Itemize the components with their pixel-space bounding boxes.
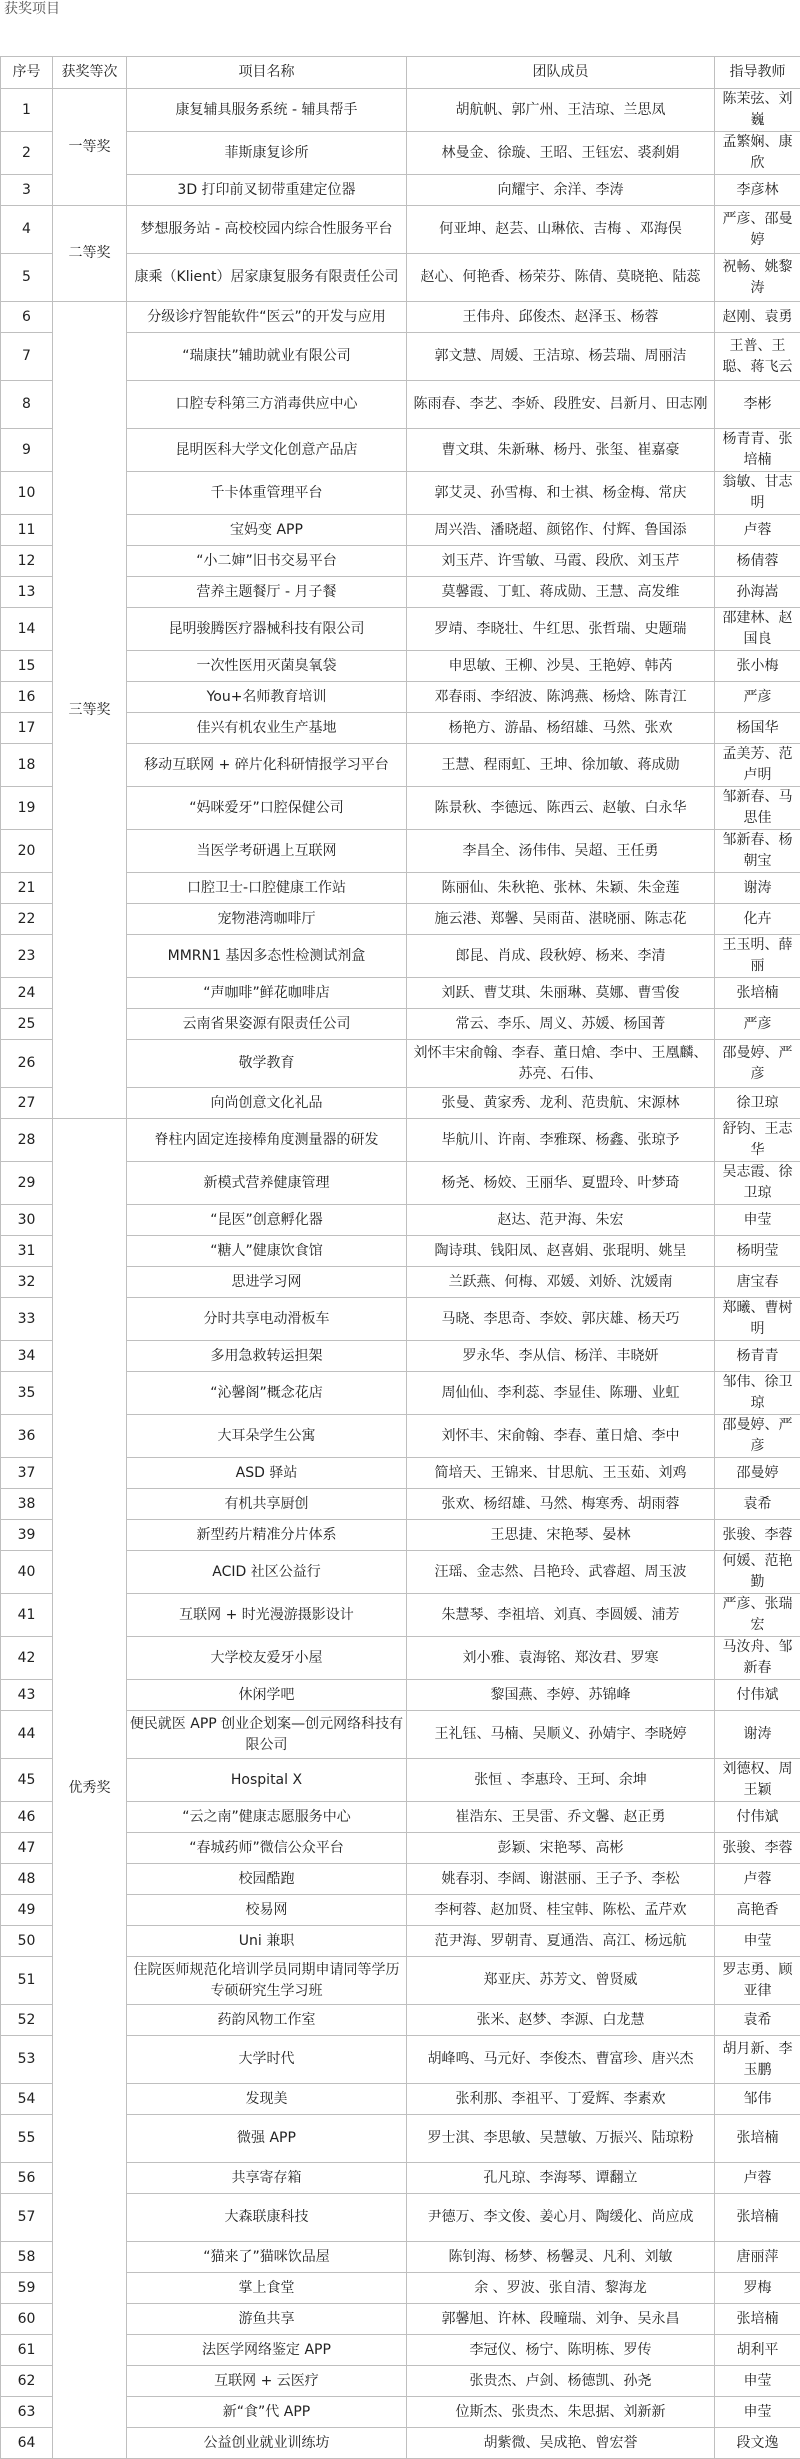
cell-team-members: 罗永华、李从信、杨洋、丰晓妍 <box>407 1341 715 1372</box>
cell-advisor: 严彦 <box>715 1009 800 1040</box>
cell-advisor: 赵刚、袁勇 <box>715 302 800 333</box>
cell-advisor: 张培楠 <box>715 2304 800 2335</box>
cell-project-name: You+名师教育培训 <box>127 682 407 713</box>
cell-number: 32 <box>1 1267 53 1298</box>
cell-team-members: 曹文琪、朱新琳、杨丹、张玺、崔嘉豪 <box>407 429 715 472</box>
cell-project-name: 宠物港湾咖啡厅 <box>127 904 407 935</box>
cell-project-name: 公益创业就业训练坊 <box>127 2428 407 2459</box>
cell-number: 31 <box>1 1236 53 1267</box>
cell-team-members: 刘小雅、袁海铭、郑汝君、罗寒 <box>407 1637 715 1680</box>
cell-number: 40 <box>1 1551 53 1594</box>
cell-advisor: 申莹 <box>715 1205 800 1236</box>
cell-team-members: 莫馨霞、丁虹、蒋成勋、王慧、高发维 <box>407 577 715 608</box>
cell-team-members: 张利那、李祖平、丁爱辉、李素欢 <box>407 2084 715 2115</box>
cell-team-members: 彭颖、宋艳琴、高彬 <box>407 1833 715 1864</box>
cell-advisor: 张培楠 <box>715 978 800 1009</box>
cell-team-members: 张恒 、李惠玲、王珂、余坤 <box>407 1759 715 1802</box>
cell-team-members: 周兴浩、潘晓超、颜铭作、付辉、鲁国添 <box>407 515 715 546</box>
cell-team-members: 杨尧、杨姣、王丽华、夏盟玲、叶梦琦 <box>407 1162 715 1205</box>
cell-team-members: 郑亚庆、苏芳文、曾贤威 <box>407 1957 715 2005</box>
cell-team-members: 陈雨春、李艺、李娇、段胜安、吕新月、田志刚 <box>407 381 715 429</box>
cell-project-name: 脊柱内固定连接棒角度测量器的研发 <box>127 1119 407 1162</box>
cell-team-members: 毕航川、许南、李雅琛、杨鑫、张琼予 <box>407 1119 715 1162</box>
cell-number: 47 <box>1 1833 53 1864</box>
cell-advisor: 邵曼婷 <box>715 1458 800 1489</box>
cell-number: 41 <box>1 1594 53 1637</box>
cell-project-name: 微强 APP <box>127 2115 407 2163</box>
cell-number: 46 <box>1 1802 53 1833</box>
cell-team-members: 陈景秋、李德远、陈西云、赵敏、白永华 <box>407 787 715 830</box>
cell-project-name: 口腔专科第三方消毒供应中心 <box>127 381 407 429</box>
cell-advisor: 李彬 <box>715 381 800 429</box>
cell-number: 64 <box>1 2428 53 2459</box>
cell-advisor: 马汝舟、邹新春 <box>715 1637 800 1680</box>
cell-team-members: 向耀宇、余洋、李涛 <box>407 175 715 206</box>
cell-number: 26 <box>1 1040 53 1088</box>
cell-team-members: 胡峰鸣、马元好、李俊杰、曹富珍、唐兴杰 <box>407 2036 715 2084</box>
cell-advisor: 袁希 <box>715 2005 800 2036</box>
cell-project-name: Uni 兼职 <box>127 1926 407 1957</box>
cell-number: 9 <box>1 429 53 472</box>
cell-number: 61 <box>1 2335 53 2366</box>
cell-advisor: 化卉 <box>715 904 800 935</box>
section-caption: 获奖项目 <box>4 0 60 22</box>
awards-table <box>0 56 800 2459</box>
cell-project-name: 大森联康科技 <box>127 2194 407 2242</box>
cell-advisor: 杨国华 <box>715 713 800 744</box>
cell-team-members: 刘怀丰宋俞翰、李春、董日熗、李中、王凰麟、苏亮、石伟、 <box>407 1040 715 1088</box>
cell-project-name: 佳兴有机农业生产基地 <box>127 713 407 744</box>
cell-advisor: 陈茉弦、刘巍 <box>715 89 800 132</box>
cell-project-name: 发现美 <box>127 2084 407 2115</box>
table-row <box>1 302 800 333</box>
cell-project-name: 口腔卫士-口腔健康工作站 <box>127 873 407 904</box>
cell-project-name: “云之南”健康志愿服务中心 <box>127 1802 407 1833</box>
cell-project-name: 云南省果姿源有限责任公司 <box>127 1009 407 1040</box>
cell-team-members: 张贵杰、卢剑、杨德凯、孙尧 <box>407 2366 715 2397</box>
cell-team-members: 汪瑶、金志然、吕艳玲、武睿超、周玉波 <box>407 1551 715 1594</box>
cell-advisor: 卢蓉 <box>715 2163 800 2194</box>
cell-advisor: 邹新春、杨朝宝 <box>715 830 800 873</box>
cell-project-name: 千卡体重管理平台 <box>127 472 407 515</box>
cell-advisor: 张小梅 <box>715 651 800 682</box>
cell-advisor: 王玉明、薛丽 <box>715 935 800 978</box>
cell-advisor: 胡月新、李玉鹏 <box>715 2036 800 2084</box>
cell-team-members: 罗靖、李晓壮、牛红思、张哲瑞、史题瑞 <box>407 608 715 651</box>
cell-team-members: 张米、赵梦、李源、白龙慧 <box>407 2005 715 2036</box>
cell-project-name: 敬学教育 <box>127 1040 407 1088</box>
cell-advisor: 谢涛 <box>715 1711 800 1759</box>
cell-project-name: 康复辅具服务系统 - 辅具帮手 <box>127 89 407 132</box>
cell-advisor: 何媛、范艳勤 <box>715 1551 800 1594</box>
cell-team-members: 郭馨旭、许林、段疃瑞、刘争、吴永昌 <box>407 2304 715 2335</box>
cell-project-name: “瑞康扶”辅助就业有限公司 <box>127 333 407 381</box>
cell-team-members: 兰跃燕、何梅、邓媛、刘娇、沈媛南 <box>407 1267 715 1298</box>
cell-number: 2 <box>1 132 53 175</box>
cell-advisor: 卢蓉 <box>715 515 800 546</box>
cell-advisor: 邵建林、赵国良 <box>715 608 800 651</box>
cell-number: 6 <box>1 302 53 333</box>
cell-advisor: 祝畅、姚黎涛 <box>715 254 800 302</box>
cell-number: 24 <box>1 978 53 1009</box>
cell-team-members: 王伟舟、邱俊杰、赵泽玉、杨蓉 <box>407 302 715 333</box>
cell-number: 36 <box>1 1415 53 1458</box>
cell-project-name: 宝妈变 APP <box>127 515 407 546</box>
cell-project-name: “春城药师”微信公众平台 <box>127 1833 407 1864</box>
cell-project-name: 康乘（Klient）居家康复服务有限责任公司 <box>127 254 407 302</box>
cell-project-name: 掌上食堂 <box>127 2273 407 2304</box>
cell-team-members: 邓春雨、李绍波、陈鸿燕、杨焓、陈青江 <box>407 682 715 713</box>
cell-advisor: 张培楠 <box>715 2115 800 2163</box>
cell-number: 43 <box>1 1680 53 1711</box>
cell-project-name: 向尚创意文化礼品 <box>127 1088 407 1119</box>
cell-advisor: 邵曼婷、严彦 <box>715 1040 800 1088</box>
cell-number: 3 <box>1 175 53 206</box>
cell-number: 25 <box>1 1009 53 1040</box>
cell-team-members: 郭文慧、周媛、王洁琼、杨芸瑞、周丽洁 <box>407 333 715 381</box>
cell-number: 23 <box>1 935 53 978</box>
cell-team-members: 范尹海、罗朝青、夏通浩、高江、杨远航 <box>407 1926 715 1957</box>
cell-number: 8 <box>1 381 53 429</box>
cell-number: 13 <box>1 577 53 608</box>
cell-advisor: 孟繁娴、康欣 <box>715 132 800 175</box>
cell-project-name: “声咖啡”鲜花咖啡店 <box>127 978 407 1009</box>
cell-advisor: 唐丽萍 <box>715 2242 800 2273</box>
cell-number: 58 <box>1 2242 53 2273</box>
cell-number: 28 <box>1 1119 53 1162</box>
cell-advisor: 高艳香 <box>715 1895 800 1926</box>
cell-advisor: 付伟斌 <box>715 1680 800 1711</box>
header-project-name: 项目名称 <box>127 57 407 89</box>
cell-number: 48 <box>1 1864 53 1895</box>
cell-team-members: 常云、李乐、周义、苏媛、杨国菁 <box>407 1009 715 1040</box>
cell-project-name: 当医学考研遇上互联网 <box>127 830 407 873</box>
cell-team-members: 位斯杰、张贵杰、朱思据、刘新新 <box>407 2397 715 2428</box>
cell-team-members: 崔浩东、王昊雷、乔文馨、赵正勇 <box>407 1802 715 1833</box>
cell-project-name: 移动互联网 + 碎片化科研情报学习平台 <box>127 744 407 787</box>
cell-number: 57 <box>1 2194 53 2242</box>
cell-number: 12 <box>1 546 53 577</box>
cell-advisor: 胡利平 <box>715 2335 800 2366</box>
cell-project-name: 新模式营养健康管理 <box>127 1162 407 1205</box>
cell-advisor: 孙海嵩 <box>715 577 800 608</box>
cell-project-name: 一次性医用灭菌臭氧袋 <box>127 651 407 682</box>
cell-advisor: 罗梅 <box>715 2273 800 2304</box>
cell-number: 63 <box>1 2397 53 2428</box>
cell-team-members: 黎国燕、李婷、苏锦峰 <box>407 1680 715 1711</box>
cell-number: 29 <box>1 1162 53 1205</box>
cell-team-members: 王思捷、宋艳琴、晏林 <box>407 1520 715 1551</box>
cell-team-members: 王慧、程雨虹、王坤、徐加敏、蒋成勋 <box>407 744 715 787</box>
cell-advisor: 杨明莹 <box>715 1236 800 1267</box>
cell-number: 45 <box>1 1759 53 1802</box>
cell-number: 50 <box>1 1926 53 1957</box>
cell-number: 15 <box>1 651 53 682</box>
cell-project-name: 新型药片精准分片体系 <box>127 1520 407 1551</box>
cell-number: 33 <box>1 1298 53 1341</box>
cell-number: 5 <box>1 254 53 302</box>
cell-number: 10 <box>1 472 53 515</box>
cell-team-members: 李冠仪、杨宁、陈明栋、罗传 <box>407 2335 715 2366</box>
cell-team-members: 马晓、李思奇、李姣、郭庆雄、杨天巧 <box>407 1298 715 1341</box>
cell-team-members: 王礼钰、马楠、吴顺义、孙婧宇、李晓婷 <box>407 1711 715 1759</box>
cell-advisor: 张骏、李蓉 <box>715 1520 800 1551</box>
cell-advisor: 杨青青 <box>715 1341 800 1372</box>
cell-number: 38 <box>1 1489 53 1520</box>
cell-project-name: “糖人”健康饮食馆 <box>127 1236 407 1267</box>
cell-advisor: 段文逸 <box>715 2428 800 2459</box>
cell-project-name: MMRN1 基因多态性检测试剂盒 <box>127 935 407 978</box>
cell-team-members: 赵达、范尹海、朱宏 <box>407 1205 715 1236</box>
cell-project-name: 昆明骏腾医疗器械科技有限公司 <box>127 608 407 651</box>
cell-project-name: 校易网 <box>127 1895 407 1926</box>
cell-number: 4 <box>1 206 53 254</box>
cell-advisor: 杨倩蓉 <box>715 546 800 577</box>
cell-advisor: 邵曼婷、严彦 <box>715 1415 800 1458</box>
cell-team-members: 赵心、何艳香、杨荣芬、陈倩、莫晓艳、陆蕊 <box>407 254 715 302</box>
cell-number: 14 <box>1 608 53 651</box>
cell-project-name: 大耳朵学生公寓 <box>127 1415 407 1458</box>
cell-project-name: 昆明医科大学文化创意产品店 <box>127 429 407 472</box>
cell-advisor: 刘德权、周王颖 <box>715 1759 800 1802</box>
cell-number: 55 <box>1 2115 53 2163</box>
cell-project-name: 游鱼共享 <box>127 2304 407 2335</box>
cell-number: 34 <box>1 1341 53 1372</box>
cell-project-name: 法医学网络鉴定 APP <box>127 2335 407 2366</box>
cell-project-name: “猫来了”猫咪饮品屋 <box>127 2242 407 2273</box>
cell-advisor: 邹伟、徐卫琼 <box>715 1372 800 1415</box>
cell-team-members: 陈丽仙、朱秋艳、张林、朱颖、朱金莲 <box>407 873 715 904</box>
cell-advisor: 唐宝春 <box>715 1267 800 1298</box>
cell-advisor: 袁希 <box>715 1489 800 1520</box>
cell-advisor: 王普、王聪、蒋飞云 <box>715 333 800 381</box>
cell-number: 56 <box>1 2163 53 2194</box>
cell-advisor: 严彦、邵曼婷 <box>715 206 800 254</box>
cell-advisor: 严彦、张瑞宏 <box>715 1594 800 1637</box>
cell-number: 62 <box>1 2366 53 2397</box>
table-row <box>1 1119 800 1162</box>
cell-number: 16 <box>1 682 53 713</box>
cell-team-members: 胡航帆、郭广州、王洁琼、兰思凤 <box>407 89 715 132</box>
cell-team-members: 申思敏、王柳、沙昊、王艳婷、韩芮 <box>407 651 715 682</box>
cell-project-name: “沁馨阁”概念花店 <box>127 1372 407 1415</box>
cell-award-level: 二等奖 <box>53 206 127 302</box>
cell-number: 20 <box>1 830 53 873</box>
cell-project-name: 共享寄存箱 <box>127 2163 407 2194</box>
cell-number: 19 <box>1 787 53 830</box>
cell-project-name: 菲斯康复诊所 <box>127 132 407 175</box>
table-header-row <box>1 57 800 89</box>
cell-team-members: 朱慧琴、李祖培、刘真、李圆媛、浦芳 <box>407 1594 715 1637</box>
cell-project-name: 大学校友爱牙小屋 <box>127 1637 407 1680</box>
cell-advisor: 邹新春、马思佳 <box>715 787 800 830</box>
cell-project-name: ACID 社区公益行 <box>127 1551 407 1594</box>
cell-team-members: 罗士淇、李思敏、吴慧敏、万振兴、陆琼粉 <box>407 2115 715 2163</box>
cell-team-members: 周仙仙、李利蕊、李显佳、陈珊、业虹 <box>407 1372 715 1415</box>
cell-advisor: 申莹 <box>715 2366 800 2397</box>
header-advisor: 指导教师 <box>715 57 800 89</box>
cell-number: 54 <box>1 2084 53 2115</box>
table-row <box>1 206 800 254</box>
cell-number: 53 <box>1 2036 53 2084</box>
cell-team-members: 孔凡琼、李海琴、谭翻立 <box>407 2163 715 2194</box>
cell-project-name: 分级诊疗智能软件“医云”的开发与应用 <box>127 302 407 333</box>
cell-advisor: 邹伟 <box>715 2084 800 2115</box>
header-team-members: 团队成员 <box>407 57 715 89</box>
cell-number: 30 <box>1 1205 53 1236</box>
cell-number: 59 <box>1 2273 53 2304</box>
cell-team-members: 何亚坤、赵芸、山琳依、吉梅 、邓海俣 <box>407 206 715 254</box>
cell-advisor: 舒钧、王志华 <box>715 1119 800 1162</box>
cell-number: 52 <box>1 2005 53 2036</box>
cell-team-members: 刘跃、曹艾琪、朱丽琳、莫娜、曹雪俊 <box>407 978 715 1009</box>
header-award-level: 获奖等次 <box>53 57 127 89</box>
cell-advisor: 申莹 <box>715 1926 800 1957</box>
cell-advisor: 张骏、李蓉 <box>715 1833 800 1864</box>
cell-project-name: 多用急救转运担架 <box>127 1341 407 1372</box>
cell-advisor: 郑曦、曹树明 <box>715 1298 800 1341</box>
cell-team-members: 胡紫微、吴成艳、曾宏誉 <box>407 2428 715 2459</box>
cell-number: 27 <box>1 1088 53 1119</box>
cell-team-members: 刘玉芹、许雪敏、马霞、段欣、刘玉芹 <box>407 546 715 577</box>
cell-project-name: 互联网 + 时光漫游摄影设计 <box>127 1594 407 1637</box>
cell-advisor: 吴志霞、徐卫琼 <box>715 1162 800 1205</box>
cell-project-name: 梦想服务站 - 高校校园内综合性服务平台 <box>127 206 407 254</box>
cell-advisor: 罗志勇、顾亚律 <box>715 1957 800 2005</box>
cell-project-name: 药韵风物工作室 <box>127 2005 407 2036</box>
cell-number: 21 <box>1 873 53 904</box>
table-row <box>1 89 800 132</box>
cell-number: 11 <box>1 515 53 546</box>
cell-project-name: 营养主题餐厅 - 月子餐 <box>127 577 407 608</box>
cell-project-name: 校园酷跑 <box>127 1864 407 1895</box>
cell-team-members: 李昌全、汤伟伟、吴超、王任勇 <box>407 830 715 873</box>
cell-project-name: 新“食”代 APP <box>127 2397 407 2428</box>
cell-number: 35 <box>1 1372 53 1415</box>
cell-number: 1 <box>1 89 53 132</box>
cell-number: 7 <box>1 333 53 381</box>
cell-number: 44 <box>1 1711 53 1759</box>
cell-project-name: “昆医”创意孵化器 <box>127 1205 407 1236</box>
cell-project-name: 分时共享电动滑板车 <box>127 1298 407 1341</box>
cell-team-members: 姚春羽、李阔、谢湛丽、王子予、李松 <box>407 1864 715 1895</box>
cell-number: 18 <box>1 744 53 787</box>
cell-team-members: 林曼金、徐璇、王昭、王钰宏、裘刹娟 <box>407 132 715 175</box>
cell-advisor: 谢涛 <box>715 873 800 904</box>
cell-advisor: 孟美芳、范卢明 <box>715 744 800 787</box>
cell-number: 37 <box>1 1458 53 1489</box>
cell-advisor: 付伟斌 <box>715 1802 800 1833</box>
cell-award-level: 优秀奖 <box>53 1119 127 2459</box>
cell-team-members: 简培天、王锦来、甘思航、王玉茹、刘鸡 <box>407 1458 715 1489</box>
cell-project-name: “小二婶”旧书交易平台 <box>127 546 407 577</box>
cell-advisor: 卢蓉 <box>715 1864 800 1895</box>
cell-project-name: 大学时代 <box>127 2036 407 2084</box>
table-body <box>1 89 800 2459</box>
cell-project-name: “妈咪爱牙”口腔保健公司 <box>127 787 407 830</box>
cell-advisor: 申莹 <box>715 2397 800 2428</box>
cell-project-name: Hospital X <box>127 1759 407 1802</box>
cell-team-members: 张曼、黄家秀、龙利、范贵航、宋源林 <box>407 1088 715 1119</box>
cell-project-name: ASD 驿站 <box>127 1458 407 1489</box>
cell-team-members: 施云港、郑馨、吴雨苗、湛晓丽、陈志花 <box>407 904 715 935</box>
cell-advisor: 徐卫琼 <box>715 1088 800 1119</box>
cell-team-members: 张欢、杨绍雄、马然、梅寒秀、胡雨蓉 <box>407 1489 715 1520</box>
cell-project-name: 思进学习网 <box>127 1267 407 1298</box>
cell-project-name: 3D 打印前叉韧带重建定位器 <box>127 175 407 206</box>
cell-project-name: 互联网 + 云医疗 <box>127 2366 407 2397</box>
cell-number: 17 <box>1 713 53 744</box>
header-number: 序号 <box>1 57 53 89</box>
cell-team-members: 陈钊海、杨梦、杨馨灵、凡利、刘敏 <box>407 2242 715 2273</box>
cell-team-members: 郎昆、肖成、段秋婷、杨来、李清 <box>407 935 715 978</box>
cell-project-name: 住院医师规范化培训学员同期申请同等学历专硕研究生学习班 <box>127 1957 407 2005</box>
cell-number: 49 <box>1 1895 53 1926</box>
cell-team-members: 郭艾灵、孙雪梅、和士祺、杨金梅、常庆 <box>407 472 715 515</box>
cell-number: 51 <box>1 1957 53 2005</box>
cell-project-name: 有机共享厨创 <box>127 1489 407 1520</box>
cell-award-level: 一等奖 <box>53 89 127 206</box>
cell-team-members: 余 、罗波、张自清、黎海龙 <box>407 2273 715 2304</box>
cell-number: 39 <box>1 1520 53 1551</box>
cell-number: 60 <box>1 2304 53 2335</box>
cell-number: 42 <box>1 1637 53 1680</box>
cell-team-members: 李柯蓉、赵加贤、桂宝韩、陈松、孟芹欢 <box>407 1895 715 1926</box>
cell-team-members: 杨艳方、游晶、杨绍雄、马然、张欢 <box>407 713 715 744</box>
cell-advisor: 翁敏、甘志明 <box>715 472 800 515</box>
cell-advisor: 杨青青、张培楠 <box>715 429 800 472</box>
cell-team-members: 尹德万、李文俊、姜心月、陶缓化、尚应成 <box>407 2194 715 2242</box>
cell-advisor: 张培楠 <box>715 2194 800 2242</box>
cell-advisor: 严彦 <box>715 682 800 713</box>
cell-team-members: 刘怀丰、宋俞翰、李春、董日熗、李中 <box>407 1415 715 1458</box>
cell-number: 22 <box>1 904 53 935</box>
cell-advisor: 李彦林 <box>715 175 800 206</box>
cell-project-name: 休闲学吧 <box>127 1680 407 1711</box>
cell-team-members: 陶诗琪、钱阳凤、赵喜娟、张琨明、姚呈 <box>407 1236 715 1267</box>
cell-award-level: 三等奖 <box>53 302 127 1119</box>
cell-project-name: 便民就医 APP 创业企划案—创元网络科技有限公司 <box>127 1711 407 1759</box>
